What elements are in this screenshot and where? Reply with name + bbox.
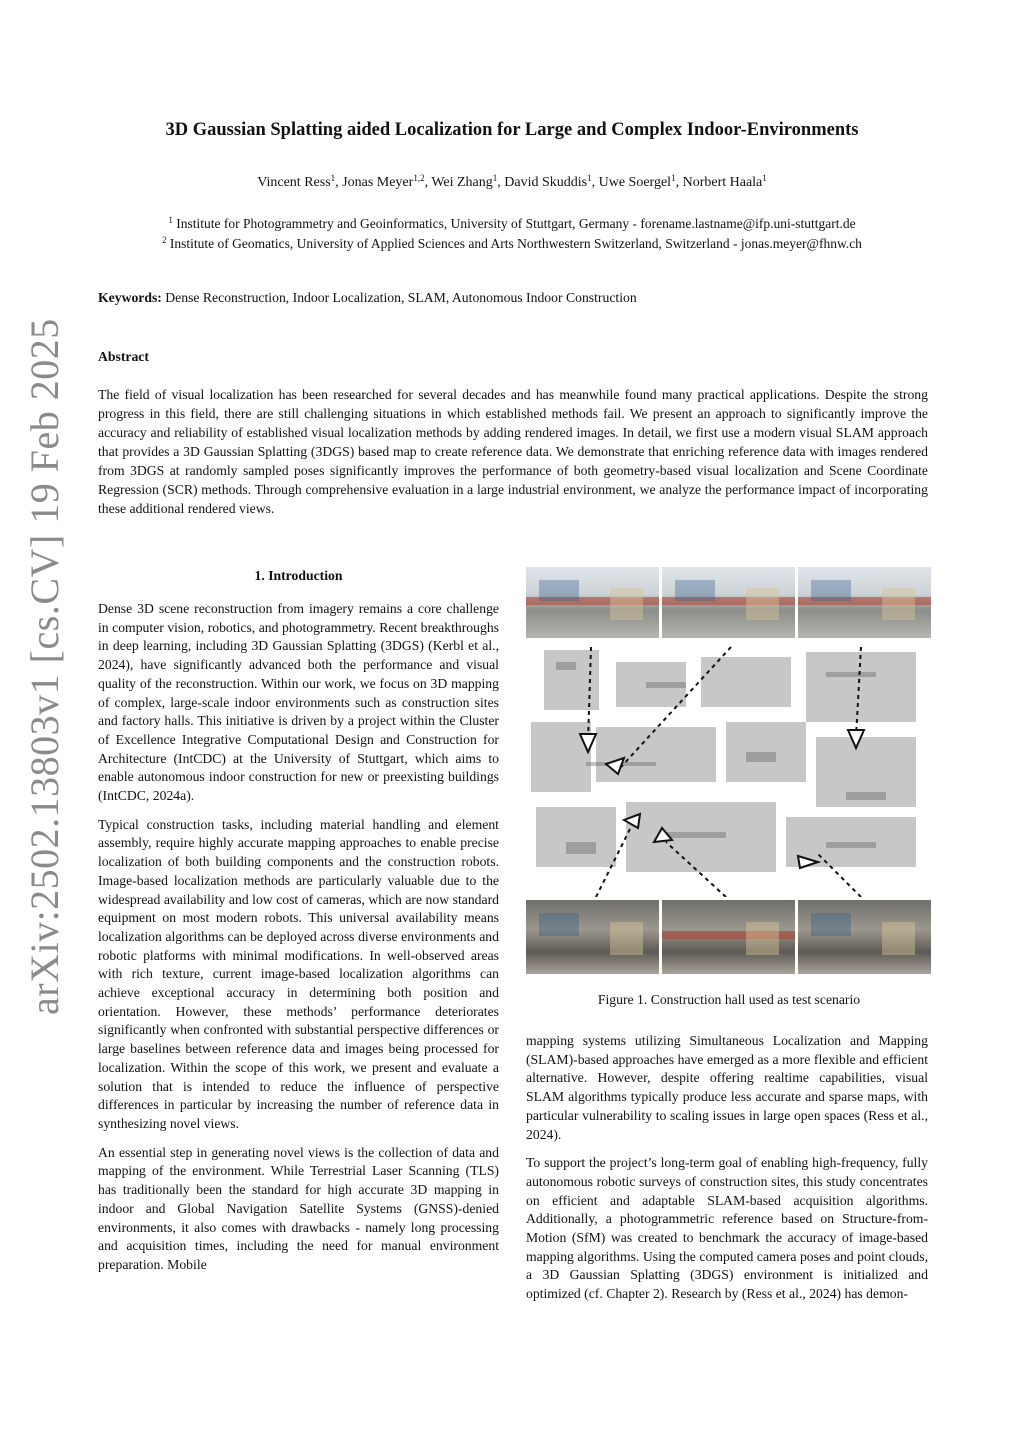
paragraph: Dense 3D scene reconstruction from imagery remains a core challenge in computer vision, robotics, and photogrammetry. Recent breakthroughs in deep learning, including 3D Gaussian Splatting (3DGS) (Kerbl et al., 2024), have significantly advanced both the performance and visual quality of the reconstruction. Within our work, we focus on 3D mapping of complex, large-scale indoor environments such as construction sites and factory halls. This initiative is driven by a project within the Cluster of Excellence Integrative Computational Design and Construction for Architecture (IntCDC) at the University of Stuttgart, which aims to enable autonomous indoor construction for new or preexisting buildings (IntCDC, 2024a).: [98, 601, 499, 804]
keywords-text: Dense Reconstruction, Indoor Localization, SLAM, Autonomous Indoor Construction: [165, 290, 637, 305]
panorama-image: [526, 567, 659, 638]
keywords-label: Keywords:: [98, 290, 162, 305]
author: Uwe Soergel$^1$: [598, 173, 676, 190]
author: Jonas Meyer$^{1,2}$: [342, 173, 425, 190]
right-column: [526, 1032, 928, 1314]
paragraph: An essential step in generating novel views is the collection of data and mapping of the environment. While Terrestrial Laser Scanning (TLS) has traditionally been the standard for high accurate 3D mapping in indoor and Global Navigation Satellite Systems (GNSS)-denied environments, it also comes with drawbacks - namely long processing and acquisition times, including the need for manual environment preparation. Mobile: [98, 1144, 499, 1272]
point-cloud-map: [526, 642, 932, 897]
panorama-image: [798, 900, 931, 974]
panorama-image: [526, 900, 659, 974]
panorama-image: [798, 567, 931, 638]
affiliation: $^1$ Institute for Photogrammetry and Geoinformatics, University of Stuttgart, Germany - forename.lastname@ifp.uni-stuttgart.de: [168, 215, 856, 231]
figure-caption: Figure 1. Construction hall used as test scenario: [597, 992, 861, 1007]
paragraph: Typical construction tasks, including material handling and element assembly, require highly accurate mapping approaches to enable precise localization of both building components and the construction robots. Image-based localization methods are particularly valuable due to the widespread availability and low cost of cameras, which are now standard equipment on most modern robots. This universal availability means localization algorithms can be deployed across diverse environments and robotic platforms with minimal modifications. In well-observed areas with rich texture, current image-based localization algorithms can achieve exceptional accuracy in determining both position and orientation. However, these methods’ performance deteriorates significantly when confronted with substantial perspective differences or large baselines between reference data and images being processed for localization. Within the scope of this work, we present and evaluate a solution that is intended to reduce the influence of perspective differences in particular by increasing the number of reference data in synthesizing novel views.: [98, 816, 499, 1131]
affiliations: [70, 214, 954, 254]
author: David Skuddis$^1$: [504, 173, 592, 190]
paragraph: mapping systems utilizing Simultaneous Localization and Mapping (SLAM)-based approaches have emerged as a more flexible and efficient alternative. However, despite offering realtime capabilities, visual SLAM algorithms typically produce less accurate and sparse maps, with particular vulnerability to scaling issues in large open spaces (Ress et al., 2024).: [526, 1033, 928, 1142]
arxiv-identifier: arXiv:2502.13803v1 [cs.CV] 19 Feb 2025: [22, 318, 67, 1015]
author: Vincent Ress$^1$: [257, 173, 336, 190]
author: Norbert Haala$^1$: [682, 173, 767, 190]
abstract-heading: Abstract: [98, 349, 149, 364]
panorama-image: [662, 900, 795, 974]
keywords: [98, 290, 928, 306]
affiliation: $^2$ Institute of Geomatics, University of Applied Sciences and Arts Northwestern Switzerland, Switzerland - jonas.meyer@fhnw.ch: [162, 235, 862, 251]
panorama-image: [662, 567, 795, 638]
abstract-text: The field of visual localization has been researched for several decades and has meanwhile found many practical applications. Despite the strong progress in this field, there are still challenging situations in which established methods fail. We present an approach to significantly improve the accuracy and reliability of established visual localization methods by adding rendered images. In detail, we first use a modern visual SLAM approach that provides a 3D Gaussian Splatting (3DGS) based map to create reference data. We demonstrate that enriching reference data with images rendered from 3DGS at randomly sampled poses significantly improves the performance of both geometry-based visual localization and Scene Coordinate Regression (SCR) methods. Through comprehensive evaluation in a large industrial environment, we analyze the performance impact of incorporating these additional rendered views.: [98, 387, 928, 516]
author: Wei Zhang$^1$: [431, 173, 498, 190]
figure-1: [526, 567, 932, 975]
paragraph: To support the project’s long-term goal of enabling high-frequency, fully autonomous robotic surveys of construction sites, this study concentrates on efficient and adaptable SLAM-based acquisition algorithms. Additionally, a photogrammetric reference based on Structure-from-Motion (SfM) was created to benchmark the accuracy of image-based mapping algorithms. Using the computed camera poses and point clouds, a 3D Gaussian Splatting (3DGS) environment is initialized and optimized (cf. Chapter 2). Research by (Ress et al., 2024) has demon-: [526, 1155, 928, 1302]
paper-title: 3D Gaussian Splatting aided Localization for Large and Complex Indoor-Environments: [165, 120, 859, 140]
section-heading: 1. Introduction: [254, 568, 343, 583]
author-list: Vincent Ress$^1$, Jonas Meyer$^{1,2}$, Wei Zhang$^1$, David Skuddis$^1$, Uwe Soergel$^1$, Norbert Haala$^1$: [257, 173, 767, 190]
left-column: [98, 600, 499, 1285]
